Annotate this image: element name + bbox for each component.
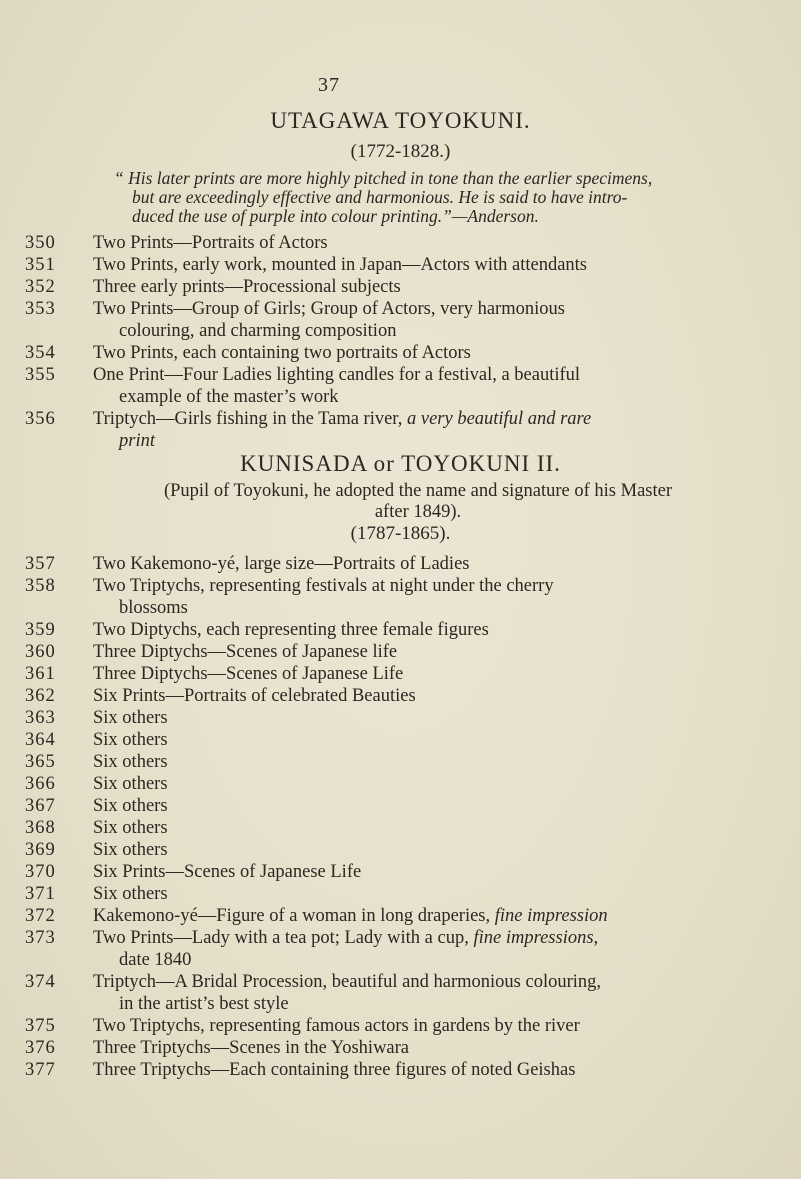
lot-description (93, 232, 779, 254)
lot-description-text: Two Prints—Lady with a tea pot; Lady with a cup, (93, 928, 474, 948)
lot-description (93, 1015, 779, 1037)
lot-number: 363 (25, 708, 56, 728)
lot-description-continuation: date 1840 (119, 950, 192, 970)
lot-description (93, 1059, 779, 1081)
lot-number: 352 (25, 277, 56, 297)
lot-description-text: Two Prints, each containing two portraits of Actors (93, 343, 471, 363)
lot-number: 366 (25, 774, 56, 794)
lot-number: 372 (25, 906, 56, 926)
anderson-quote (96, 169, 756, 226)
note-line: after 1849). (374, 502, 462, 522)
note-line: (Pupil of Toyokuni, he adopted the name and signature of his Master (163, 481, 673, 501)
lot-number: 355 (25, 365, 56, 385)
quote-line: but are exceedingly effective and harmonious. He is said to have intro- (132, 187, 628, 207)
lot-description-text: Two Triptychs, representing festivals at night under the cherry (93, 576, 554, 596)
lot-description-text: Six others (93, 730, 168, 750)
lot-number: 373 (25, 928, 56, 948)
lot-number: 370 (25, 862, 56, 882)
lot-description (93, 364, 779, 408)
lot-description (93, 1037, 779, 1059)
lot-number: 364 (25, 730, 56, 750)
lot-description (93, 342, 779, 364)
quote-line: duced the use of purple into colour printing.”—Anderson. (132, 206, 539, 226)
lot-number: 359 (25, 620, 56, 640)
lot-number: 361 (25, 664, 56, 684)
lot-description-continuation: example of the master’s work (119, 387, 339, 407)
section-title-toyokuni: UTAGAWA TOYOKUNI. (270, 108, 531, 133)
lot-number: 365 (25, 752, 56, 772)
lot-description-text: Two Diptychs, each representing three female figures (93, 620, 489, 640)
lot-description-italic: fine impressions, (473, 928, 599, 948)
lot-description-text: One Print—Four Ladies lighting candles for a festival, a beautiful (93, 365, 581, 385)
section-dates-toyokuni: (1772-1828.) (350, 141, 451, 162)
lot-description-text: Three Diptychs—Scenes of Japanese Life (93, 664, 404, 684)
lot-number: 375 (25, 1016, 56, 1036)
lot-description-text: Two Triptychs, representing famous actors in gardens by the river (93, 1016, 580, 1036)
lot-number: 376 (25, 1038, 56, 1058)
lot-description (93, 839, 779, 861)
lot-description-continuation: colouring, and charming composition (119, 321, 397, 341)
lot-description-text: Six Prints—Scenes of Japanese Life (93, 862, 362, 882)
lot-description-continuation: in the artist’s best style (119, 994, 289, 1014)
lot-description-text: Six others (93, 884, 168, 904)
lot-description (93, 619, 779, 641)
lot-description (93, 861, 779, 883)
lot-description-text: Two Kakemono-yé, large size—Portraits of Ladies (93, 554, 470, 574)
lot-description (93, 927, 779, 971)
lot-description (93, 729, 779, 751)
page-number: 37 (318, 74, 340, 96)
lot-number: 368 (25, 818, 56, 838)
lot-description-text: Triptych—A Bridal Procession, beautiful and harmonious colouring, (93, 972, 602, 992)
lot-number: 353 (25, 299, 56, 319)
lot-description (93, 641, 779, 663)
lot-description (93, 553, 779, 575)
lot-number: 358 (25, 576, 56, 596)
lot-description (93, 298, 779, 342)
lot-description (93, 795, 779, 817)
lot-description (93, 663, 779, 685)
lot-description-text: Two Prints—Portraits of Actors (93, 233, 328, 253)
lot-number: 356 (25, 409, 56, 429)
lot-number: 371 (25, 884, 56, 904)
lot-number: 377 (25, 1060, 56, 1080)
lot-description-text: Three Triptychs—Each containing three figures of noted Geishas (93, 1060, 576, 1080)
section-dates-kunisada: (1787-1865). (350, 523, 451, 544)
lot-description (93, 575, 779, 619)
lot-number: 350 (25, 233, 56, 253)
lot-description-text: Six others (93, 708, 168, 728)
lot-description (93, 817, 779, 839)
lot-description (93, 883, 779, 905)
lot-description-continuation: print (119, 431, 155, 451)
lot-number: 367 (25, 796, 56, 816)
lot-description (93, 971, 779, 1015)
lot-description (93, 751, 779, 773)
quote-line: “ His later prints are more highly pitched in tone than the earlier specimens, (114, 168, 653, 188)
lot-description (93, 685, 779, 707)
lot-description-text: Triptych—Girls fishing in the Tama river, (93, 409, 407, 429)
lot-description-text: Three early prints—Processional subjects (93, 277, 401, 297)
lot-description-text: Six others (93, 840, 168, 860)
section-note-kunisada (68, 481, 768, 523)
lot-description-text: Six others (93, 796, 168, 816)
section-title-kunisada: KUNISADA or TOYOKUNI II. (240, 451, 561, 476)
lot-number: 357 (25, 554, 56, 574)
lot-description-text: Six others (93, 818, 168, 838)
lot-number: 354 (25, 343, 56, 363)
lot-description (93, 707, 779, 729)
lot-description-continuation: blossoms (119, 598, 188, 618)
lot-description-italic: a very beautiful and rare (406, 409, 592, 429)
lot-description-text: Six Prints—Portraits of celebrated Beauties (93, 686, 416, 706)
lot-number: 351 (25, 255, 56, 275)
lot-description (93, 254, 779, 276)
lot-description-text: Kakemono-yé—Figure of a woman in long draperies, (93, 906, 495, 926)
lot-number: 369 (25, 840, 56, 860)
lot-description (93, 773, 779, 795)
lot-description-text: Two Prints—Group of Girls; Group of Actors, very harmonious (93, 299, 565, 319)
lot-description-text: Six others (93, 752, 168, 772)
lot-description-text: Two Prints, early work, mounted in Japan—Actors with attendants (93, 255, 588, 275)
lot-description (93, 276, 779, 298)
lot-number: 362 (25, 686, 56, 706)
lot-description-text: Three Diptychs—Scenes of Japanese life (93, 642, 398, 662)
lot-number: 360 (25, 642, 56, 662)
lot-description-text: Six others (93, 774, 168, 794)
lot-description-italic: fine impression (494, 906, 608, 926)
lot-description (93, 905, 779, 927)
lot-description-text: Three Triptychs—Scenes in the Yoshiwara (93, 1038, 410, 1058)
lot-number: 374 (25, 972, 56, 992)
lot-description (93, 408, 779, 452)
